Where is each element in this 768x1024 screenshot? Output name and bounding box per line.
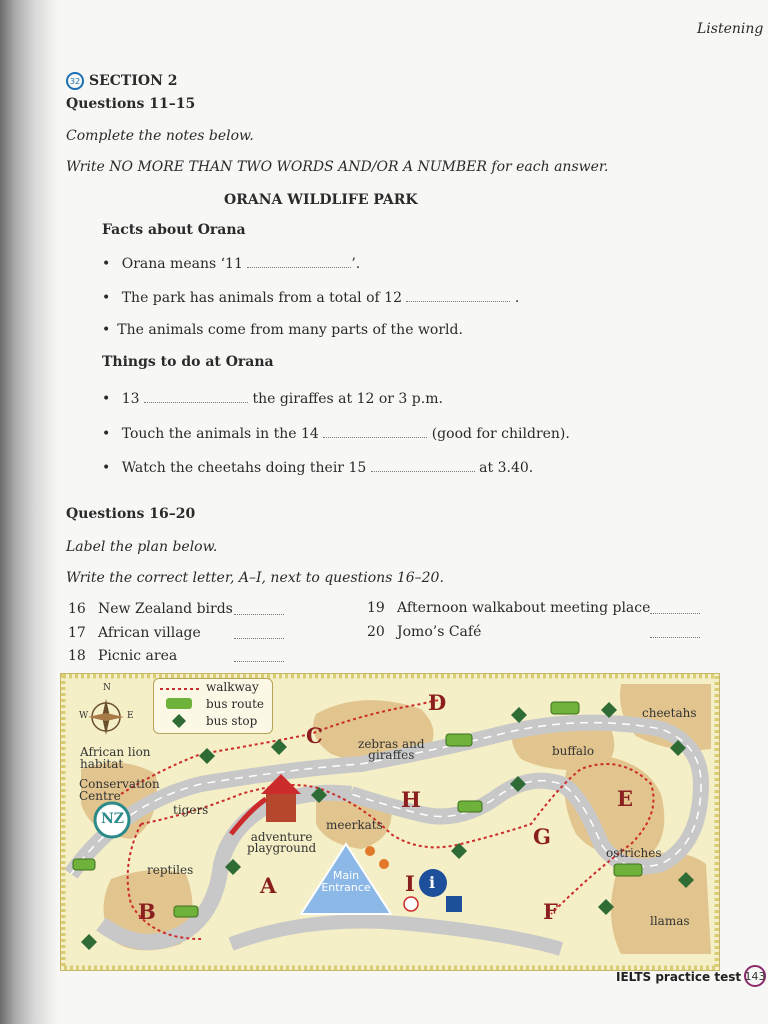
label-question-18 <box>68 648 177 664</box>
map-letter-h: H <box>401 787 421 812</box>
answer-blank-16[interactable] <box>234 604 284 615</box>
label-llamas: llamas <box>650 914 690 928</box>
page-number: 143 <box>744 965 766 987</box>
answer-blank-17[interactable] <box>234 628 284 639</box>
map-legend <box>153 678 273 734</box>
map-letter-f: F <box>543 899 558 924</box>
notes-title: ORANA WILDLIFE PARK <box>224 192 418 208</box>
answer-blank-15[interactable] <box>371 461 475 472</box>
thing-13-num: 13 <box>121 391 140 407</box>
answer-blank-14[interactable] <box>323 427 427 438</box>
label-question-20 <box>367 624 481 640</box>
instruction-letters: Write the correct letter, A–I, next to questions 16–20. <box>66 570 444 586</box>
fact-12-text: The park has animals from a total of 12 <box>121 290 402 306</box>
legend-symbols <box>154 679 206 733</box>
label-main-entrance: Main Entrance <box>321 869 371 894</box>
legend-bus-route: bus route <box>206 697 264 711</box>
question-text: African village <box>98 625 201 641</box>
instruction-label: Label the plan below. <box>66 539 218 555</box>
fact-item-11 <box>102 256 360 272</box>
label-cheetahs: cheetahs <box>642 706 697 720</box>
thing-15-end: at 3.40. <box>479 460 534 476</box>
question-text: Picnic area <box>98 648 178 664</box>
question-text: Jomo’s Café <box>397 624 482 640</box>
thing-item-13 <box>102 391 443 407</box>
legend-bus-stop: bus stop <box>206 714 258 728</box>
facts-heading: Facts about Orana <box>102 222 246 238</box>
instruction-complete: Complete the notes below. <box>66 128 254 144</box>
answer-blank-20[interactable] <box>650 627 700 638</box>
question-number: 17 <box>68 625 86 641</box>
map-letter-i: I <box>405 871 415 896</box>
map-letter-c: C <box>306 723 323 748</box>
map-letter-g: G <box>533 824 551 849</box>
label-question-16 <box>68 601 233 617</box>
map-letter-e: E <box>617 786 634 811</box>
thing-item-14 <box>102 426 570 442</box>
label-african-lion: African lion habitat <box>80 745 151 771</box>
audio-track-icon: 32 <box>66 72 84 90</box>
compass-w: W <box>79 711 89 721</box>
map-letter-a: A <box>260 873 277 898</box>
legend-walkway: walkway <box>206 680 259 694</box>
info-icon: i <box>429 873 436 892</box>
park-plan-map <box>60 673 720 971</box>
section-title: SECTION 2 <box>89 73 178 89</box>
waypoint-w2 <box>379 859 389 869</box>
question-number: 20 <box>367 624 385 640</box>
fact-item-12 <box>102 290 519 306</box>
question-number: 18 <box>68 648 86 664</box>
thing-13-text: the giraffes at 12 or 3 p.m. <box>252 391 443 407</box>
label-question-17 <box>68 625 201 641</box>
label-tigers: tigers <box>173 803 209 817</box>
answer-blank-19[interactable] <box>650 603 700 614</box>
running-header: Listening <box>697 21 764 37</box>
question-number: 16 <box>68 601 86 617</box>
map-letter-d: D <box>428 690 447 715</box>
footer-book-title: IELTS practice test <box>616 970 742 984</box>
thing-14-end: (good for children). <box>431 426 570 442</box>
toilets-icon <box>446 896 462 912</box>
label-adventure: adventure playground <box>247 830 317 855</box>
compass-n: N <box>103 683 111 693</box>
answer-blank-12[interactable] <box>406 291 510 302</box>
question-text: Afternoon walkabout meeting place <box>397 600 651 616</box>
thing-item-15 <box>102 460 533 476</box>
compass-icon <box>88 699 124 735</box>
fact-12-end: . <box>514 290 520 306</box>
instruction-word-limit: Write NO MORE THAN TWO WORDS AND/OR A NUMBER for each answer. <box>66 159 609 175</box>
fact-11-text: Orana means ‘11 <box>121 256 243 272</box>
answer-blank-13[interactable] <box>144 392 248 403</box>
label-nz: NZ <box>101 811 125 827</box>
label-question-19 <box>367 600 650 616</box>
questions-range-1: Questions 11–15 <box>66 96 196 112</box>
road-south <box>231 922 561 950</box>
thing-14-text: Touch the animals in the 14 <box>121 426 319 442</box>
fact-item-3: • The animals come from many parts of the world. <box>102 322 463 338</box>
label-zebras: zebras and giraffes <box>358 737 425 762</box>
question-number: 19 <box>367 600 385 616</box>
label-meerkats: meerkats <box>326 818 383 832</box>
label-buffalo: buffalo <box>552 744 595 758</box>
fact-11-end: ’. <box>351 256 361 272</box>
no-entry-icon <box>404 897 418 911</box>
answer-blank-18[interactable] <box>234 651 284 662</box>
label-reptiles: reptiles <box>147 863 194 877</box>
waypoint-w1 <box>365 846 375 856</box>
answer-blank-11[interactable] <box>247 257 351 268</box>
compass-e: E <box>127 711 134 721</box>
question-text: New Zealand birds <box>98 601 233 617</box>
label-ostriches: ostriches <box>606 846 662 860</box>
map-letter-b: B <box>138 899 156 924</box>
thing-15-text: Watch the cheetahs doing their 15 <box>121 460 367 476</box>
questions-range-2: Questions 16–20 <box>66 506 196 522</box>
things-heading: Things to do at Orana <box>102 354 274 370</box>
label-conservation: Conservation Centre <box>79 777 160 803</box>
